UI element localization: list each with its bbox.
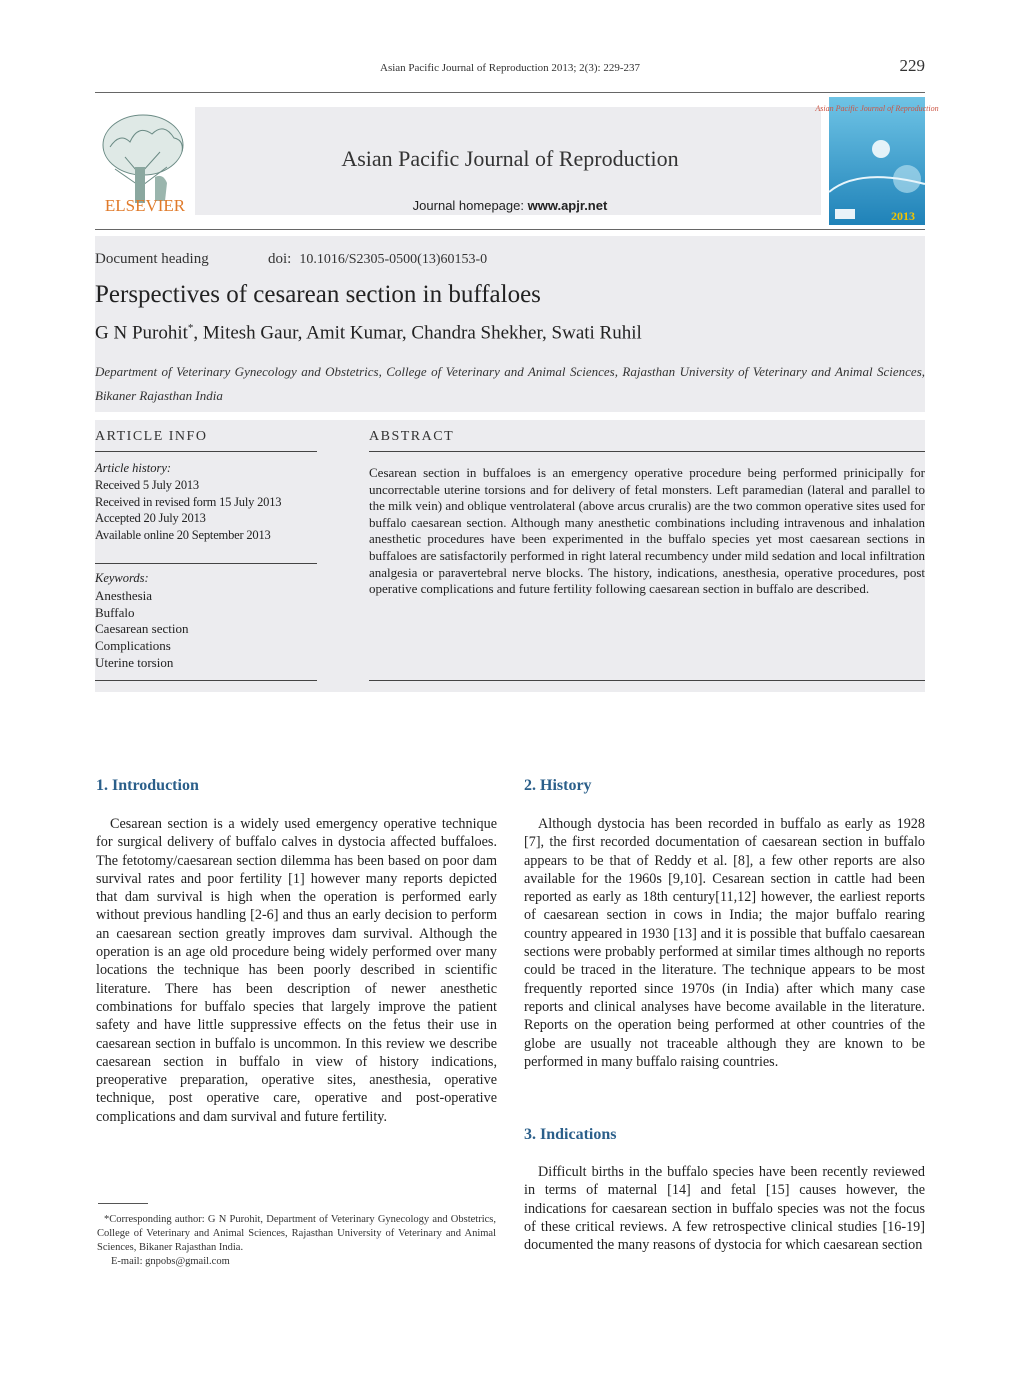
history-label: Article history: xyxy=(95,461,172,475)
abstract-text: Cesarean section in buffaloes is an emergency operative procedure being performed prinicipally for uncorrectable uterine torsions and for delivery of fetal monsters. Left paramedian (lateral and parallel to the milk vein) and oblique ventrolateral (above arcus cruralis) are the two common operative sites used for buffalo caesarean section. Although many anesthetic combinations including intravenous and inhalation anesthetic procedures have been experimented in the buffalo species yet most caesarean sections in buffaloes are satisfactorily performed in right lateral recumbency under mild sedation and local infiltration analgesia or paravertebral nerve blocks. The history, indications, anesthesia, operative procedures, post operative complications and future fertility following caesarean section in buffalo are described. xyxy=(369,465,925,597)
author-email[interactable]: E-mail: gnpobs@gmail.com xyxy=(111,1256,230,1267)
article-info-heading: ARTICLE INFO xyxy=(95,429,208,444)
history-received: Received 5 July 2013 xyxy=(95,478,199,492)
running-head: Asian Pacific Journal of Reproduction 2013; 2(3): 229-237 xyxy=(380,62,640,74)
article-title: Perspectives of cesarean section in buffaloes xyxy=(95,281,541,308)
homepage-label: Journal homepage: xyxy=(412,198,524,213)
introduction-text xyxy=(96,815,497,1126)
keyword-list xyxy=(95,588,188,672)
document-heading: Document heading xyxy=(95,251,209,267)
paragraph: Difficult births in the buffalo species have been recently reviewed in terms of maternal [14] and fetal [15] causes however, the indications for caesarean section in buffalo species was not the focus of these critical reviews. A few retrospective clinical studies [16-19] documented the many reasons of dystocia for which caesarean section xyxy=(524,1164,925,1254)
homepage-link[interactable]: www.apjr.net xyxy=(527,198,608,213)
corresponding-author: G N Purohit xyxy=(95,322,188,344)
history-text xyxy=(524,815,925,1071)
elsevier-logo xyxy=(95,107,195,215)
divider xyxy=(95,563,317,564)
keywords-label: Keywords: xyxy=(95,571,149,585)
footnote xyxy=(97,1213,496,1269)
masthead-rule xyxy=(95,229,925,230)
keyword: Complications xyxy=(95,638,171,654)
paragraph: Cesarean section is a widely used emergency operative technique for surgical delivery of buffalo calves in dystocia affected buffaloes. The fetotomy/caesarean section dilemma has been based on poor dam survival rates and poor fertility [1] however many reports depicted that dam survival is high when the operation is performed early without previous handling [2-6] and thus an early decision to perform an caesarean section greatly improves dam survival. Although the operation is an age old procedure being widely performed over many locations the technique has been poorly described in scientific literature. There has been description of newer anesthetic combinations for buffalo species that largely improve the patient safety and have little suppressive effects on the fetus their use in caesarean section in buffalo is uncommon. In this review we describe caesarean section in buffalo in view of history indications, preoperative preparation, operative sites, anesthesia, operative technique, post operative care, operative and post-operative complications and dam survival and future fertility. xyxy=(96,816,497,1125)
cover-emblem-icon xyxy=(872,140,890,158)
publisher-name: ELSEVIER xyxy=(104,196,186,215)
paragraph: Although dystocia has been recorded in buffalo as early as 1928 [7], the first recorded documentation of caesarean section in buffalo appears to be that of Reddy et al. [8], a few other reports are also available for the 1960s [9,10]. Cesarean section in cattle had been reported as early as 18th century[11,12] however, the earliest reports of caesarean section in cows in India; the major buffalo rearing country appeared in 1930 [13] and it is possible that buffalo caesarean sections were probably performed at similar times although no reports could be traced in the literature. The technique appears to be most frequently reported since 1970s (in India) after which many case reports and clinical analyses have become available in the literature. Reports on the operation being performed at other countries of the globe are usually not traceable although they are known to be performed in many buffalo raising countries. xyxy=(524,816,925,1070)
indications-text xyxy=(524,1163,925,1254)
section-heading-introduction: 1. Introduction xyxy=(96,777,199,794)
doi-label: doi: xyxy=(268,251,292,267)
header-rule xyxy=(95,92,925,93)
co-authors: , Mitesh Gaur, Amit Kumar, Chandra Shekher, Swati Ruhil xyxy=(193,322,642,344)
history-online: Available online 20 September 2013 xyxy=(95,527,271,542)
section-heading-indications: 3. Indications xyxy=(524,1126,617,1143)
barcode-icon xyxy=(835,209,855,219)
history-list xyxy=(95,477,281,543)
history-revised: Received in revised form 15 July 2013 xyxy=(95,494,282,509)
section-heading-history: 2. History xyxy=(524,777,592,794)
tree-icon xyxy=(95,107,195,215)
keyword: Uterine torsion xyxy=(95,654,174,670)
keyword: Anesthesia xyxy=(95,588,153,603)
keyword: Caesarean section xyxy=(95,621,189,637)
author-list: G N Purohit*, Mitesh Gaur, Amit Kumar, Chandra Shekher, Swati Ruhil xyxy=(95,322,642,344)
divider xyxy=(369,680,925,681)
journal-homepage xyxy=(200,198,820,213)
keyword: Buffalo xyxy=(95,604,135,620)
page-number: 229 xyxy=(899,56,925,75)
divider xyxy=(95,451,317,452)
journal-cover xyxy=(815,97,939,225)
affiliation: Department of Veterinary Gynecology and Obstetrics, College of Veterinary and Animal Sciences, Rajasthan University of Veterinary and Animal Sciences, Bikaner Rajasthan India xyxy=(95,364,925,403)
footnote-rule xyxy=(98,1203,148,1204)
divider xyxy=(95,680,317,681)
cover-title: Asian Pacific Journal of Reproduction xyxy=(815,104,939,113)
history-accepted: Accepted 20 July 2013 xyxy=(95,511,206,525)
cover-year: 2013 xyxy=(891,209,915,223)
divider xyxy=(369,451,925,452)
corresponding-author-note: *Corresponding author: G N Purohit, Department of Veterinary Gynecology and Obstetrics, College of Veterinary and Animal Sciences, Rajasthan University of Veterinary and Animal Sciences, Bikaner Rajasthan India. xyxy=(97,1214,496,1253)
doi-value[interactable]: 10.1016/S2305-0500(13)60153-0 xyxy=(299,252,488,267)
journal-name: Asian Pacific Journal of Reproduction xyxy=(341,146,679,171)
doi xyxy=(268,251,487,268)
abstract-heading: ABSTRACT xyxy=(369,429,455,444)
